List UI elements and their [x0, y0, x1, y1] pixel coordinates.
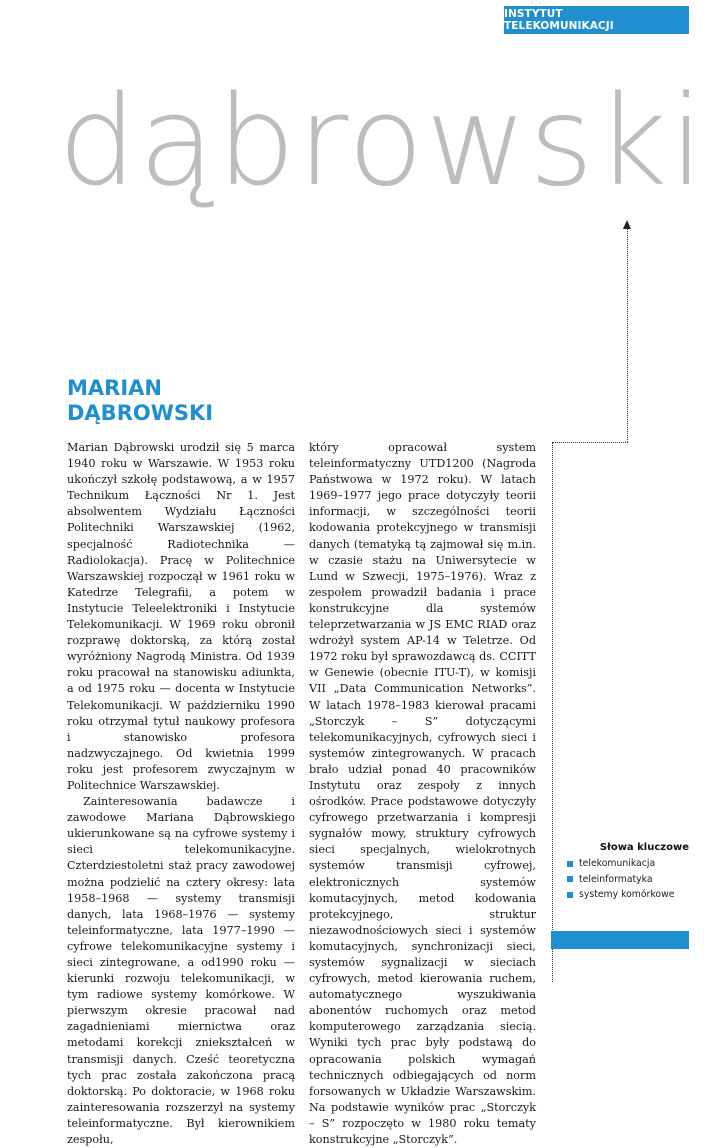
person-last-name: DĄBROWSKI: [67, 401, 214, 425]
square-bullet-icon: [567, 876, 573, 882]
dotted-line-horizontal: [552, 442, 628, 443]
keyword-item: [567, 856, 699, 872]
biography-paragraph: Zainteresowania badawcze i zawodowe Mariana Dąbrowskiego ukierunkowane są na cyfrowe systemy i sieci telekomunikacyjne. Czterdziestoletni staż pracy zawodowej można podzielić na cztery okresy: lata 1958–1968 — systemy transmisji danych, lata 1968–1976 — systemy teleinformatyczne, lata 1977–1990 — cyfrowe telekomunikacyjne systemy i sieci zintegrowane, a od1990 roku — kierunki rozwoju telekomunikacji, w tym radiowe systemy komórkowe. W pierwszym okresie pracował nad zagadnieniami miernictwa oraz metodami korekcji zniekształceń w transmisji danych. Cześć teoretyczna tych prac została zakończona pracą doktorską. Po doktoracie, w 1968 roku zainteresowania rozszerzył na systemy teleinformatyczne. Był kierownikiem zespołu,: [67, 795, 295, 1147]
keyword-label: teleinformatyka: [579, 873, 653, 885]
biography-paragraph: który opracował system teleinformatyczny UTD1200 (Nagroda Państwowa w 1972 roku). W latach 1969–1977 jego prace dotyczyły teorii informacji, w szczególności teorii kodowania protekcyjnego w transmisji danych (tematyką tą zajmował się m.in. w czasie stażu na Uniwersytecie w Lund w Szwecji, 1975–1976). Wraz z zespołem prowadził badania i prace konstrukcyjne dla systemów teleprzetwarzania w JS EMC RIAD oraz wdrożył system AP-14 w Teletrze. Od 1972 roku był sprawozdawcą ds. CCITT w Genewie (obecnie ITU-T), w komisji VII „Data Communication Networks”. W latach 1978–1983 kierował pracami „Storczyk – S” dotyczącymi telekomunikacyjnych, cyfrowych sieci i systemów zintegrowanych. W pracach brało udział ponad 40 pracowników Instytutu oraz zespoły z innych ośrodków. Prace podstawowe dotyczyły cyfrowego przetwarzania i kompresji sygnałów mowy, struktury cyfrowych sieci specjalnych, wielokrotnych systemów transmisji cyfrowej, elektronicznych systemów komutacyjnych, metod kodowania protekcyjnego, struktur niezawodnościowych sieci i systemów komutacyjnych, synchronizacji sieci, systemów sygnalizacji w sieciach cyfrowych, metod kierowania ruchem, automatycznego wyszukiwania abonentów ruchomych oraz metod komputerowego zarządzania siecią. Wyniki tych prac były podstawą do opracowania polskich wymagań technicznych odbiegających od norm forsowanych w Układzie Warszawskim. Na podstawie wyników prac „Storczyk – S” rozpoczęto w 1980 roku tematy konstrukcyjne „Storczyk”.: [309, 441, 536, 1147]
biography-paragraph: Marian Dąbrowski urodził się 5 marca 1940 roku w Warszawie. W 1953 roku ukończył szkołę podstawową, a w 1957 Technikum Łączności Nr 1. Jest absolwentem Wydziału Łączności Politechniki Warszawskiej (1962, specjalność Radiotechnika — Radiolokacja). Pracę w Politechnice Warszawskiej rozpoczął w 1961 roku w Katedrze Telegrafii, a potem w Instytucie Teleelektroniki i Instytucie Telekomunikacji. W 1969 roku obronił rozprawę doktorską, za którą został wyróżniony Nagrodą Ministra. Od 1939 roku pracował na stanowisku adiunkta, a od 1975 roku — docenta w Instytucie Telekomunikacji. W październiku 1990 roku otrzymał tytuł naukowy profesora i stanowisko profesora nadzwyczajnego. Od kwietnia 1999 roku jest profesorem zwyczajnym w Politechnice Warszawskiej.: [67, 441, 295, 792]
keywords-box: [567, 842, 699, 903]
decorative-surname: dąbrowski: [58, 70, 706, 214]
institute-name: INSTYTUT TELEKOMUNIKACJI: [504, 8, 614, 32]
dotted-line-sidebar: [552, 442, 553, 982]
keywords-title: Słowa kluczowe: [599, 842, 689, 853]
dotted-line-vertical: [627, 228, 628, 442]
keyword-label: systemy komórkowe: [579, 889, 675, 900]
keyword-label: telekomunikacja: [579, 858, 656, 869]
biography-left-column: [67, 440, 295, 1148]
biography-right-column: [309, 440, 536, 1148]
keyword-item: [567, 887, 699, 903]
accent-band-bottom: [551, 931, 689, 949]
square-bullet-icon: [567, 892, 573, 898]
keyword-item: [567, 872, 699, 888]
square-bullet-icon: [567, 861, 573, 867]
person-name-heading: [67, 376, 213, 426]
institute-header-band: [504, 6, 689, 34]
person-first-name: MARIAN: [67, 376, 162, 400]
